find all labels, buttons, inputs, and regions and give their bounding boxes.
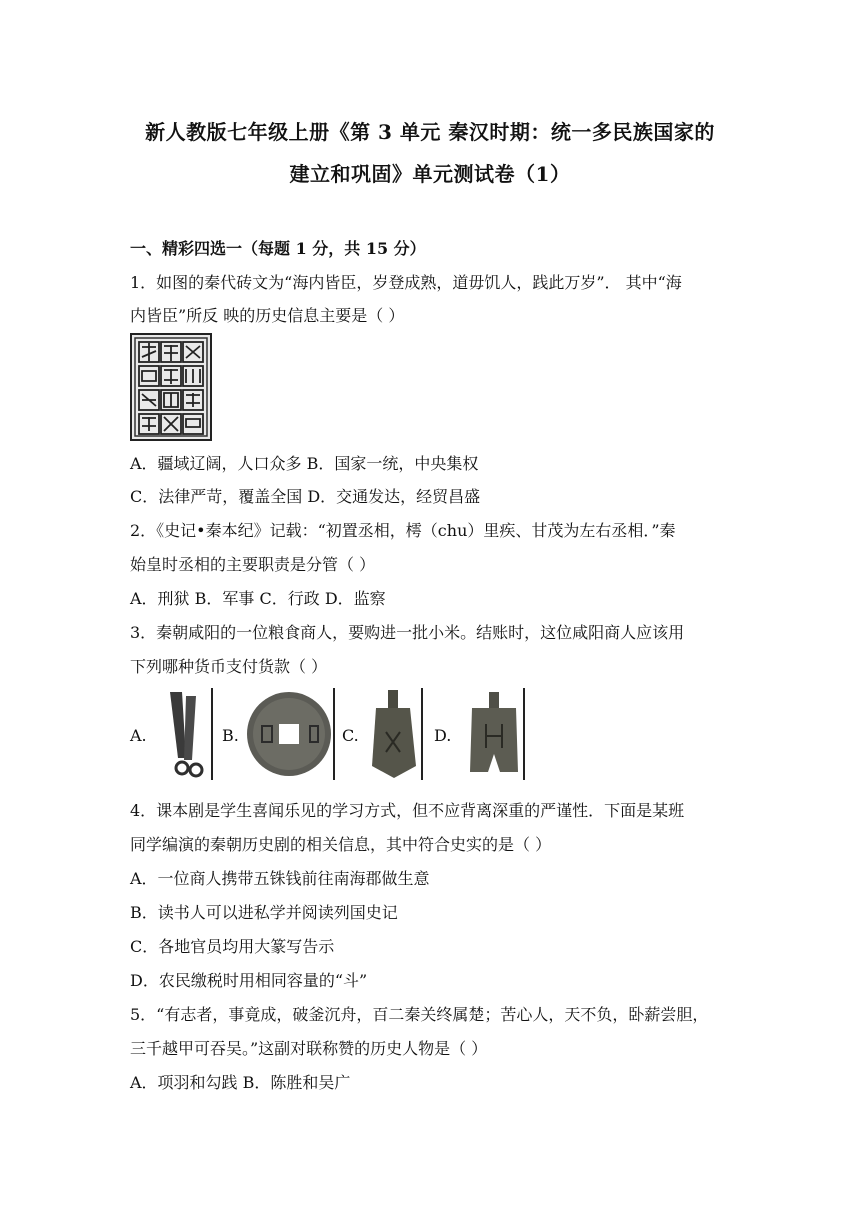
- q1-stem-line-1: 1．如图的秦代砖文为“海内皆臣，岁登成熟，道毋饥人，践此万岁”． 其中“海: [130, 273, 682, 292]
- q2-options: A．刑狱 B．军事 C．行政 D．监察: [130, 589, 386, 608]
- q5-stem-line-1: 5．“有志者，事竟成，破釜沉舟，百二秦关终属楚；苦心人，天不负，卧薪尝胆，: [130, 1005, 709, 1024]
- q3-option-b-label: B.: [222, 726, 239, 745]
- q4-option-b: B．读书人可以进私学并阅读列国史记: [130, 903, 398, 922]
- q2-stem-line-1: 2．《史记•秦本纪》记载：“初置丞相，樗（chu）里疾、甘茂为左右丞相．”秦: [130, 521, 676, 540]
- q4-option-a: A．一位商人携带五铢钱前往南海郡做生意: [130, 869, 430, 888]
- section-heading: 一、精彩四选一（每题 1 分，共 15 分）: [130, 239, 426, 258]
- q4-stem-line-2: 同学编演的秦朝历史剧的相关信息，其中符合史实的是（ ）: [130, 835, 552, 854]
- q3-coin-options: [130, 688, 550, 780]
- document-title-line-2: 建立和巩固》单元测试卷（1）: [289, 162, 571, 186]
- q3-option-c-label: C.: [342, 726, 359, 745]
- q5-options: A．项羽和勾践 B．陈胜和吴广: [130, 1073, 351, 1092]
- q2-stem-line-2: 始皇时丞相的主要职责是分管（ ）: [130, 555, 376, 574]
- q3-stem-line-2: 下列哪种货币支付货款（ ）: [130, 657, 328, 676]
- q1-options-line-1: A．疆域辽阔，人口众多 B．国家一统，中央集权: [130, 454, 479, 473]
- q4-stem-line-1: 4．课本剧是学生喜闻乐见的学习方式，但不应背离深重的严谨性．下面是某班: [130, 801, 685, 820]
- q3-option-d-label: D.: [434, 726, 452, 745]
- qin-brick-inscription-image: [130, 333, 212, 441]
- q3-stem-line-1: 3．秦朝咸阳的一位粮食商人，要购进一批小米。结账时，这位咸阳商人应该用: [130, 623, 685, 642]
- document-title-line-1: 新人教版七年级上册《第 3 单元 秦汉时期：统一多民族国家的: [145, 120, 715, 144]
- q4-option-d: D．农民缴税时用相同容量的“斗”: [130, 971, 368, 990]
- q5-stem-line-2: 三千越甲可吞吴。”这副对联称赞的历史人物是（ ）: [130, 1039, 488, 1058]
- q1-options-line-2: C．法律严苛，覆盖全国 D．交通发达，经贸昌盛: [130, 487, 481, 506]
- pointed-spade-coin-icon: [366, 688, 424, 780]
- q4-option-c: C．各地官员均用大篆写告示: [130, 937, 335, 956]
- q1-stem-line-2: 内皆臣”所反 映的历史信息主要是（ ）: [130, 306, 405, 325]
- knife-money-coin-icon: [152, 688, 214, 780]
- q3-option-a-label: A.: [130, 726, 147, 745]
- banliang-round-coin-icon: [244, 688, 336, 780]
- square-foot-spade-coin-icon: [462, 688, 526, 780]
